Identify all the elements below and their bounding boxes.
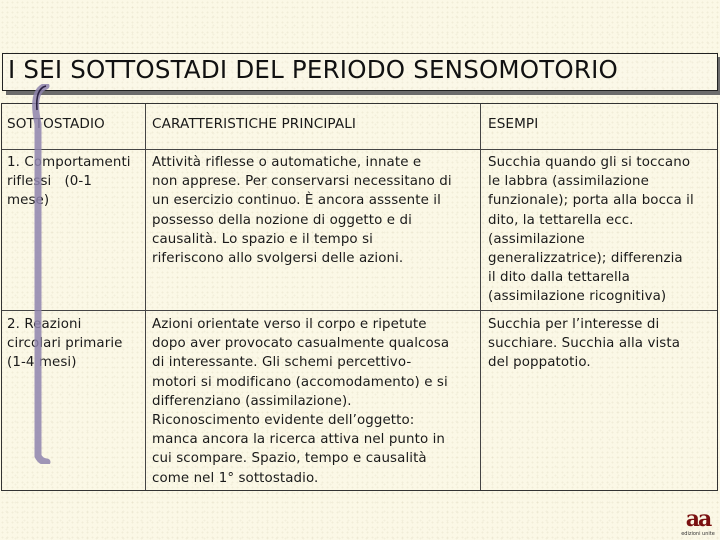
text-line: 1. Comportamenti [7,155,131,170]
text-line: Azioni orientate verso il corpo e ripetute [152,317,427,332]
text-line: dito, la tettarella ecc. [488,212,634,228]
text-line: cui scompare. Spazio, tempo e causalità [152,451,427,467]
row1-stage [7,153,145,211]
row1-features [152,153,480,268]
slide-title: I SEI SOTTOSTADI DEL PERIODO SENSOMOTORIO [8,55,619,84]
text-line: possesso della nozione di oggetto e di [152,212,412,228]
row-divider [2,310,717,311]
header-stage: SOTTOSTADIO [7,116,105,132]
text-line: (1-4 mesi) [7,355,77,371]
column-divider [145,104,146,490]
header-examples: ESEMPI [488,116,539,132]
row2-features [152,315,480,488]
text-line: Succhia per l’interesse di [488,317,660,332]
text-line: come nel 1° sottostadio. [152,470,319,486]
header-features: CARATTERISTICHE PRINCIPALI [152,116,357,132]
text-line: succhiare. Succhia alla vista [488,336,681,352]
text-line: Succhia quando gli si toccano [488,155,691,170]
text-line: il dito dalla tettarella [488,270,630,286]
stages-table [1,103,718,491]
row1-examples [488,153,718,307]
text-line: motori si modificano (accomodamento) e si [152,374,448,390]
text-line: Riconoscimento evidente dell’oggetto: [152,413,415,429]
text-line: di interessante. Gli schemi percettivo- [152,355,412,371]
text-line: (assimilazione [488,231,585,247]
text-line: generalizzatrice); differenzia [488,251,683,267]
text-line: le labbra (assimilazione [488,174,649,190]
text-line: del poppatotio. [488,355,591,371]
text-line: un esercizio continuo. È ancora asssente il [152,193,441,209]
text-line: mese) [7,193,50,209]
text-line: 2. Reazioni [7,317,82,332]
text-line: circolari primarie [7,336,123,352]
text-line: differenziano (assimilazione). [152,393,352,409]
text-line: dopo aver provocato casualmente qualcosa [152,336,450,352]
text-line: (assimilazione ricognitiva) [488,289,667,305]
text-line: funzionale); porta alla bocca il [488,193,694,209]
text-line: Attività riflesse o automatiche, innate e [152,155,422,170]
publisher-logo [680,508,716,538]
text-line: riflessi (0-1 [7,174,92,190]
row2-examples [488,315,718,373]
logo-mark: aa [685,506,711,532]
text-line: manca ancora la ricerca attiva nel punto in [152,432,446,448]
text-line: riferiscono allo svolgersi delle azioni. [152,251,404,267]
column-divider [480,104,481,490]
logo-subtitle: edizioni unite [681,531,715,537]
row-divider [2,149,717,150]
row2-stage [7,315,145,373]
text-line: non apprese. Per conservarsi necessitano di [152,174,452,190]
text-line: causalità. Lo spazio e il tempo si [152,231,373,247]
